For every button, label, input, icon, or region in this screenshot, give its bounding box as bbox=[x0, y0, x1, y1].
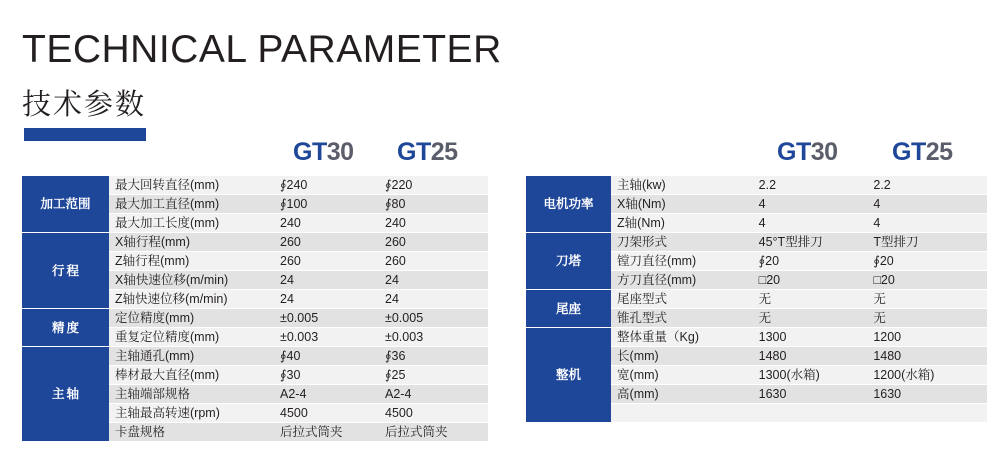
value-model-1: 1300 bbox=[753, 328, 870, 347]
category-label: 程 bbox=[66, 263, 79, 278]
value-model-1: 1480 bbox=[753, 347, 870, 366]
value-model-1: 1300(水箱) bbox=[753, 366, 870, 385]
value-model-2: 4500 bbox=[381, 404, 488, 423]
param-label: 高(mm) bbox=[611, 385, 753, 404]
value-model-2: 1200 bbox=[869, 328, 987, 347]
model-header-left-1: GT30 bbox=[293, 138, 354, 166]
param-label: 最大加工直径(mm) bbox=[109, 195, 274, 214]
table-row bbox=[526, 233, 987, 252]
value-model-2: 260 bbox=[381, 233, 488, 252]
value-model-1: 1630 bbox=[753, 385, 870, 404]
model-header-right-1: GT30 bbox=[777, 138, 838, 166]
value-model-2: 240 bbox=[381, 214, 488, 233]
category-label: 尾 bbox=[556, 301, 569, 316]
value-model-2: 1630 bbox=[869, 385, 987, 404]
value-model-2 bbox=[869, 404, 987, 423]
value-model-2: 2.2 bbox=[869, 176, 987, 195]
page-subtitle: 技术参数 bbox=[22, 87, 147, 121]
category-label: 整 bbox=[556, 368, 569, 382]
table-row bbox=[526, 328, 987, 347]
value-model-1: 后拉式筒夹 bbox=[274, 423, 381, 442]
param-label bbox=[611, 404, 753, 423]
value-model-2: ∮20 bbox=[869, 252, 987, 271]
param-label: 锥孔型式 bbox=[611, 309, 753, 328]
value-model-2: 无 bbox=[869, 290, 987, 309]
value-model-1: ±0.003 bbox=[274, 328, 381, 347]
category-cell bbox=[526, 328, 611, 423]
table-row bbox=[526, 290, 987, 309]
param-label: 整体重量（Kg) bbox=[611, 328, 753, 347]
value-model-2: ∮80 bbox=[381, 195, 488, 214]
category-label: 座 bbox=[568, 301, 582, 316]
param-label: 重复定位精度(mm) bbox=[109, 328, 274, 347]
accent-bar bbox=[24, 128, 146, 141]
param-label: 长(mm) bbox=[611, 347, 753, 366]
model-header-left-2: GT25 bbox=[397, 138, 458, 166]
model-header-right-2: GT25 bbox=[892, 138, 953, 166]
value-model-2: 4 bbox=[869, 195, 987, 214]
table-row bbox=[22, 176, 488, 195]
category-cell bbox=[22, 347, 109, 442]
value-model-1: 260 bbox=[274, 252, 381, 271]
category-cell bbox=[526, 233, 611, 290]
value-model-2: 无 bbox=[869, 309, 987, 328]
value-model-1: 2.2 bbox=[753, 176, 870, 195]
param-label: 棒材最大直径(mm) bbox=[109, 366, 274, 385]
category-label: 精 bbox=[52, 320, 65, 335]
value-model-1: ∮20 bbox=[753, 252, 870, 271]
value-model-2: 1200(水箱) bbox=[869, 366, 987, 385]
category-cell bbox=[526, 290, 611, 328]
param-label: X轴(Nm) bbox=[611, 195, 753, 214]
value-model-1: 24 bbox=[274, 271, 381, 290]
value-model-2: 后拉式筒夹 bbox=[381, 423, 488, 442]
category-label: 行 bbox=[52, 263, 65, 278]
param-label: 最大回转直径(mm) bbox=[109, 176, 274, 195]
value-model-1: ∮40 bbox=[274, 347, 381, 366]
value-model-2: 260 bbox=[381, 252, 488, 271]
category-label: 塔 bbox=[568, 254, 582, 268]
value-model-1: 4 bbox=[753, 214, 870, 233]
value-model-1 bbox=[753, 404, 870, 423]
value-model-2: 4 bbox=[869, 214, 987, 233]
page-title: TECHNICAL PARAMETER bbox=[22, 28, 502, 71]
param-label: Z轴(Nm) bbox=[611, 214, 753, 233]
param-label: 宽(mm) bbox=[611, 366, 753, 385]
value-model-1: 无 bbox=[753, 290, 870, 309]
param-label: Z轴快速位移(m/min) bbox=[109, 290, 274, 309]
value-model-1: ±0.005 bbox=[274, 309, 381, 328]
value-model-1: ∮30 bbox=[274, 366, 381, 385]
value-model-2: 24 bbox=[381, 271, 488, 290]
value-model-2: □20 bbox=[869, 271, 987, 290]
value-model-2: 24 bbox=[381, 290, 488, 309]
value-model-2: 1480 bbox=[869, 347, 987, 366]
value-model-2: ±0.003 bbox=[381, 328, 488, 347]
value-model-2: ∮36 bbox=[381, 347, 488, 366]
category-label: 主 bbox=[52, 387, 65, 401]
category-cell bbox=[22, 309, 109, 347]
value-model-2: A2-4 bbox=[381, 385, 488, 404]
value-model-2: T型排刀 bbox=[869, 233, 987, 252]
right-parameter-table bbox=[526, 176, 987, 423]
value-model-1: □20 bbox=[753, 271, 870, 290]
param-label: 尾座型式 bbox=[611, 290, 753, 309]
category-label: 轴 bbox=[66, 387, 79, 401]
param-label: 卡盘规格 bbox=[109, 423, 274, 442]
table-row bbox=[22, 233, 488, 252]
category-cell bbox=[22, 233, 109, 309]
value-model-1: 4 bbox=[753, 195, 870, 214]
category-cell: 电机功率 bbox=[526, 176, 611, 233]
param-label: 主轴(kw) bbox=[611, 176, 753, 195]
value-model-1: 无 bbox=[753, 309, 870, 328]
param-label: Z轴行程(mm) bbox=[109, 252, 274, 271]
category-label: 机 bbox=[568, 368, 582, 382]
category-label: 刀 bbox=[556, 254, 569, 268]
param-label: 刀架形式 bbox=[611, 233, 753, 252]
param-label: 最大加工长度(mm) bbox=[109, 214, 274, 233]
value-model-1: 45°T型排刀 bbox=[753, 233, 870, 252]
value-model-2: ∮25 bbox=[381, 366, 488, 385]
category-label: 度 bbox=[66, 320, 79, 335]
table-row bbox=[22, 309, 488, 328]
table-row bbox=[22, 347, 488, 366]
value-model-1: 4500 bbox=[274, 404, 381, 423]
table-row bbox=[526, 176, 987, 195]
value-model-2: ±0.005 bbox=[381, 309, 488, 328]
param-label: 镗刀直径(mm) bbox=[611, 252, 753, 271]
value-model-1: 260 bbox=[274, 233, 381, 252]
param-label: 主轴最高转速(rpm) bbox=[109, 404, 274, 423]
value-model-1: 240 bbox=[274, 214, 381, 233]
value-model-1: A2-4 bbox=[274, 385, 381, 404]
param-label: 主轴通孔(mm) bbox=[109, 347, 274, 366]
param-label: 主轴端部规格 bbox=[109, 385, 274, 404]
category-cell: 加工范围 bbox=[22, 176, 109, 233]
left-parameter-table bbox=[22, 176, 488, 442]
value-model-1: ∮100 bbox=[274, 195, 381, 214]
param-label: 方刀直径(mm) bbox=[611, 271, 753, 290]
value-model-2: ∮220 bbox=[381, 176, 488, 195]
value-model-1: ∮240 bbox=[274, 176, 381, 195]
param-label: X轴快速位移(m/min) bbox=[109, 271, 274, 290]
param-label: 定位精度(mm) bbox=[109, 309, 274, 328]
value-model-1: 24 bbox=[274, 290, 381, 309]
param-label: X轴行程(mm) bbox=[109, 233, 274, 252]
